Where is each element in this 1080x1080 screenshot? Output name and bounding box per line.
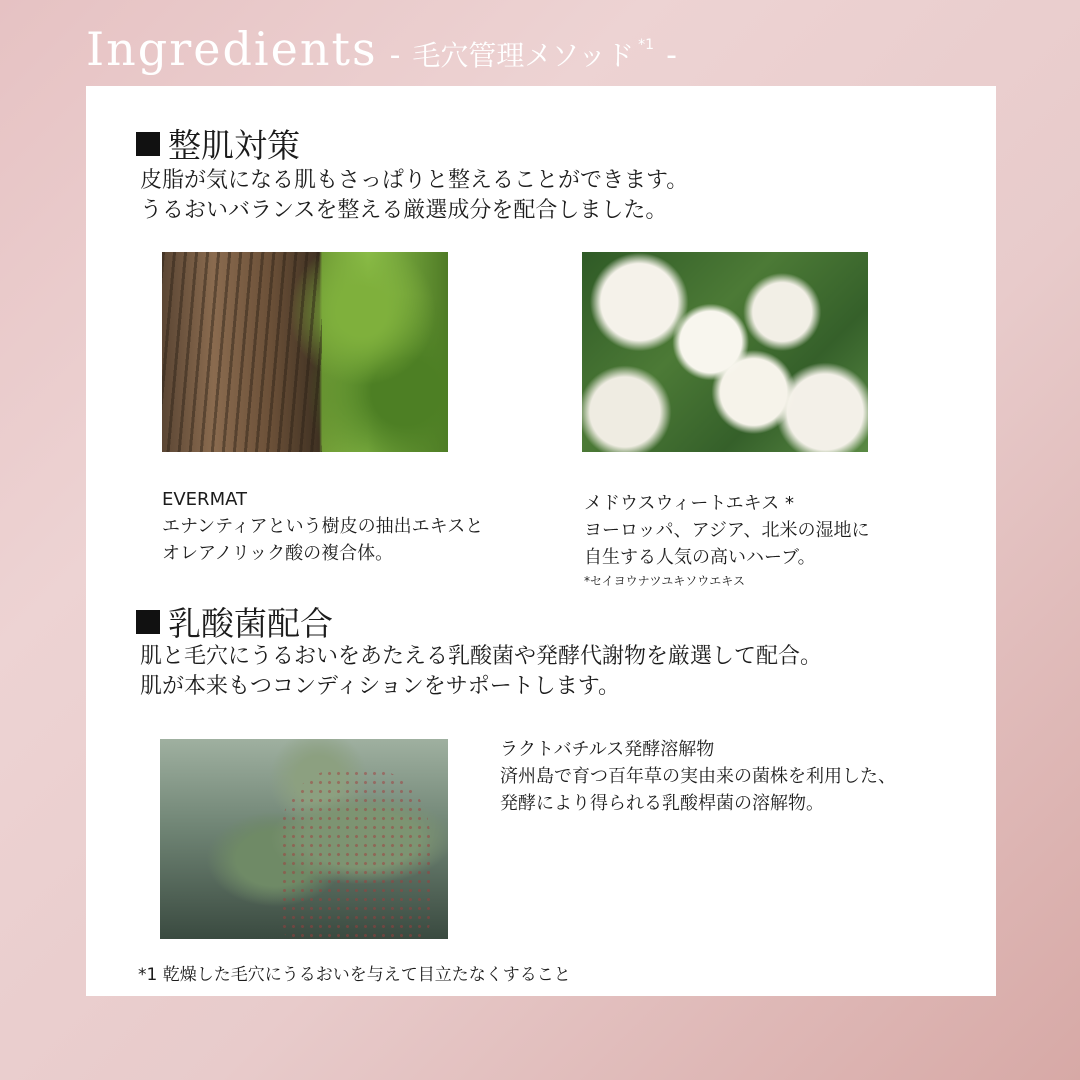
lactobacillus-desc-line: 済州島で育つ百年草の実由来の菌株を利用した、 — [500, 766, 896, 787]
section2-title: 乳酸菌配合 — [168, 604, 333, 643]
section1-line: 皮脂が気になる肌もさっぱりと整えることができます。 — [140, 168, 689, 193]
lactobacillus-name: ラクトバチルス発酵溶解物 — [500, 739, 715, 760]
section1-description — [140, 166, 688, 226]
meadowsweet-caption — [584, 490, 869, 591]
title-footnote-marker: *1 — [638, 37, 655, 53]
section-title-skin-care — [136, 120, 300, 167]
lactobacillus-caption — [500, 736, 896, 817]
cactus-photo — [160, 739, 448, 939]
meadowsweet-note: *セイヨウナツユキソウエキス — [584, 574, 746, 588]
cactus-spines-texture — [280, 769, 430, 939]
footnote: *1 乾燥した毛穴にうるおいを与えて目立たなくすること — [138, 965, 571, 985]
title-english: Ingredients — [86, 22, 378, 76]
white-flowers-photo — [582, 252, 868, 452]
section2-line: 肌が本来もつコンディションをサポートします。 — [140, 674, 621, 699]
meadowsweet-desc-line: ヨーロッパ、アジア、北米の湿地に — [584, 520, 870, 541]
content-panel — [86, 86, 996, 996]
meadowsweet-name: メドウスウィートエキス * — [584, 493, 795, 514]
section1-line: うるおいバランスを整える厳選成分を配合しました。 — [140, 198, 668, 223]
page-header — [86, 22, 689, 88]
tree-bark-photo — [162, 252, 448, 452]
section1-title: 整肌対策 — [168, 126, 300, 165]
evermat-name: EVERMAT — [162, 489, 248, 510]
evermat-caption — [162, 486, 483, 567]
bark-texture — [162, 252, 322, 452]
section2-line: 肌と毛穴にうるおいをあたえる乳酸菌や発酵代謝物を厳選して配合。 — [140, 644, 823, 669]
lactobacillus-desc-line: 発酵により得られる乳酸桿菌の溶解物。 — [500, 793, 824, 814]
title-separator-left: - — [389, 38, 401, 73]
evermat-desc-line: エナンティアという樹皮の抽出エキスと — [162, 516, 484, 537]
section-title-lactic — [136, 598, 333, 645]
evermat-desc-line: オレアノリック酸の複合体。 — [162, 543, 394, 564]
title-japanese: 毛穴管理メソッド — [412, 39, 635, 72]
square-bullet-icon — [136, 132, 160, 156]
meadowsweet-desc-line: 自生する人気の高いハーブ。 — [584, 547, 816, 568]
section2-description — [140, 642, 822, 702]
square-bullet-icon — [136, 610, 160, 634]
title-separator-right: - — [666, 38, 677, 73]
